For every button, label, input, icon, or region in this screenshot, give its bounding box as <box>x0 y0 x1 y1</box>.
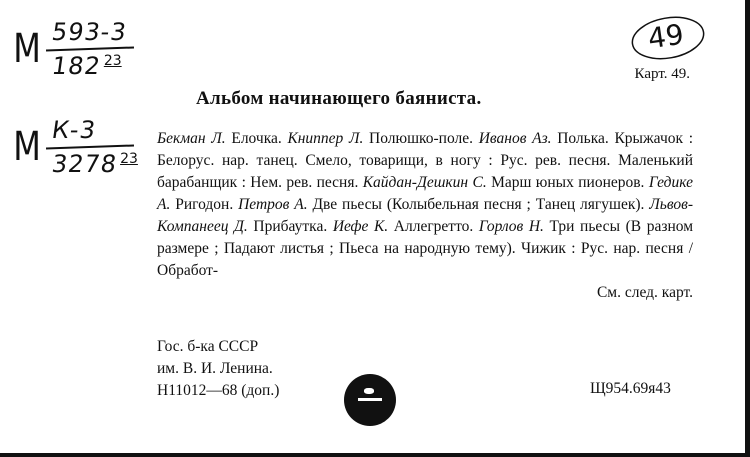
shelf-mark-2-fraction <box>52 116 142 178</box>
library-line-3: Н11012—68 (доп.) <box>157 382 280 399</box>
punch-hole-bar <box>358 398 382 401</box>
card-number: Карт. 49. <box>634 66 690 82</box>
library-line-2: им. В. И. Ленина. <box>157 360 273 377</box>
shelf-mark-2-denominator: 3278 <box>50 150 120 178</box>
shelf-mark-1-fraction <box>52 18 142 80</box>
shelf-mark-1-denominator: 182 <box>50 52 103 80</box>
shelf-mark-2-superscript: 23 <box>120 151 138 167</box>
author: Львов-Компанеец Д. <box>157 196 693 235</box>
work-text: Прибаутка. <box>247 218 333 235</box>
work-text: Ригодон. <box>170 196 239 213</box>
library-line-1: Гос. б-ка СССР <box>157 338 259 355</box>
author: Петров А. <box>238 196 308 213</box>
card-edge-bottom <box>0 453 750 457</box>
work-text: Аллегретто. <box>388 218 479 235</box>
shelf-mark-2-numerator: К-3 <box>50 116 98 144</box>
work-text: Елочка. <box>225 130 288 147</box>
card-body <box>157 128 693 304</box>
shelf-mark-1-superscript: 23 <box>103 53 122 69</box>
punch-hole-highlight <box>364 388 374 394</box>
circled-note-text: 49 <box>645 17 686 56</box>
fraction-line <box>46 144 134 149</box>
card-title: Альбом начинающего баяниста. <box>196 88 482 109</box>
author: Гедике А. <box>157 174 693 213</box>
author: Горлов Н. <box>478 218 544 235</box>
work-text: Две пьесы (Колыбельная песня ; Танец лягушек). <box>307 196 650 213</box>
author: Кайдан-Дешкин С. <box>362 174 487 191</box>
library-imprint <box>157 336 279 402</box>
fraction-line <box>46 46 134 51</box>
shelf-mark-1-letter: М <box>13 26 40 72</box>
author: Иефе К. <box>332 218 389 235</box>
see-next-card: См. след. карт. <box>596 284 693 301</box>
work-text: Три пьесы (В разном размере ; Падают листья ; Пьеса на народную тему). Чижик : Рус. нар. песня / Обработ- <box>157 218 693 279</box>
circled-note <box>628 14 708 62</box>
punch-hole-icon <box>344 374 396 426</box>
classification-number: Щ954.69я43 <box>590 380 671 397</box>
author: Книппер Л. <box>287 130 364 147</box>
shelf-mark-2-letter: М <box>13 124 40 170</box>
author: Бекман Л. <box>157 130 226 147</box>
work-text: Полюшко-поле. <box>363 130 479 147</box>
work-text: Марш юных пионеров. <box>486 174 649 191</box>
shelf-mark-1-numerator: 593-3 <box>50 18 129 46</box>
work-text: Полька. Крыжачок : Белорус. нар. танец. Смело, товарищи, в ногу : Рус. рев. песня. Маленький барабанщик : Нем. рев. песня. <box>157 130 694 191</box>
author: Иванов Аз. <box>478 130 552 147</box>
card-edge-right <box>745 0 750 457</box>
